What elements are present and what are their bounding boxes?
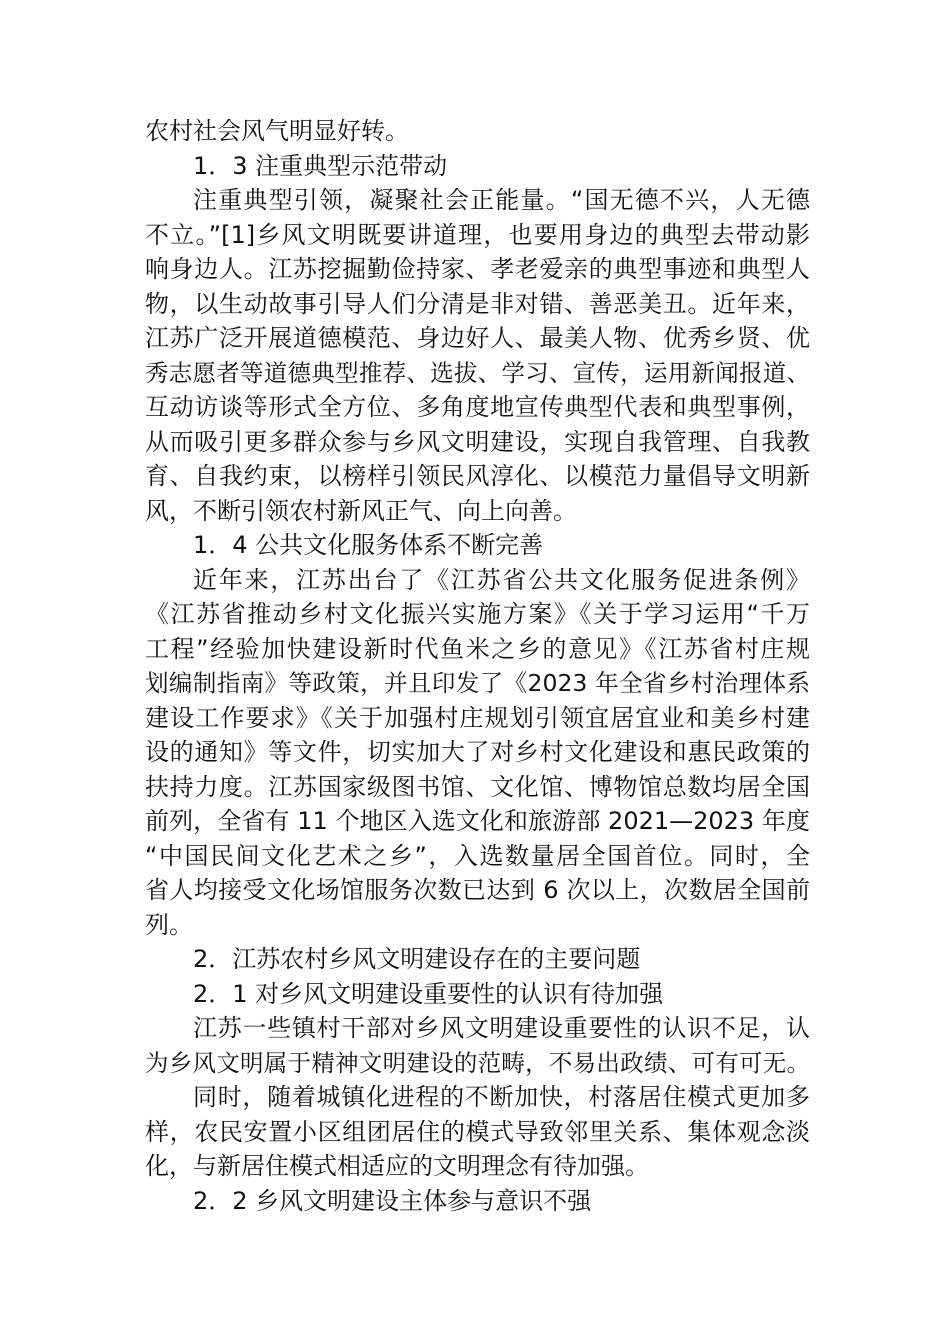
text-line: 前列，全省有 11 个地区入选文化和旅游部 2021—2023 年度	[145, 807, 810, 835]
text-line: 同时，随着城镇化进程的不断加快，村落居住模式更加多	[193, 1083, 810, 1111]
text-line: 工程”经验加快建设新时代鱼米之乡的意见》《江苏省村庄规	[145, 634, 810, 663]
text-line: 为乡风文明属于精神文明建设的范畴，不易出政绩、可有可无。	[145, 1048, 810, 1077]
text-line: 扶持力度。江苏国家级图书馆、文化馆、博物馆总数均居全国	[145, 772, 810, 801]
text-line: 响身边人。江苏挖掘勤俭持家、孝老爱亲的典型事迹和典型人	[145, 255, 810, 283]
text-line: 育、自我约束，以榜样引领民风淳化、以模范力量倡导文明新	[145, 462, 810, 490]
text-line: 秀志愿者等道德典型推荐、选拔、学习、宣传，运用新闻报道、	[145, 358, 810, 387]
text-line: 江苏一些镇村干部对乡风文明建设重要性的认识不足，认	[193, 1014, 810, 1042]
text-line: 建设工作要求》《关于加强村庄规划引领宜居宜业和美乡村建	[145, 703, 810, 732]
text-line: 设的通知》等文件，切实加大了对乡村文化建设和惠民政策的	[145, 738, 810, 766]
section-heading-line: 2．江苏农村乡风文明建设存在的主要问题	[193, 945, 641, 973]
text-line: 注重典型引领，凝聚社会正能量。“国无德不兴，人无德	[193, 186, 810, 214]
text-line: “中国民间文化艺术之乡”，入选数量居全国首位。同时，全	[145, 841, 810, 870]
text-line: 从而吸引更多群众参与乡风文明建设，实现自我管理、自我教	[145, 427, 810, 456]
text-line: 《江苏省推动乡村文化振兴实施方案》《关于学习运用“千万	[145, 600, 810, 628]
text-line: 互动访谈等形式全方位、多角度地宣传典型代表和典型事例，	[145, 393, 810, 421]
section-heading-line: 2．1 对乡风文明建设重要性的认识有待加强	[193, 979, 664, 1008]
section-heading-line: 1．4 公共文化服务体系不断完善	[193, 531, 544, 559]
text-line: 样，农民安置小区组团居住的模式导致邻里关系、集体观念淡	[145, 1117, 810, 1146]
body-text	[145, 114, 810, 1218]
section-heading-line: 1．3 注重典型示范带动	[193, 151, 448, 180]
text-line: 风，不断引领农村新风正气、向上向善。	[145, 496, 577, 525]
text-line: 划编制指南》等政策，并且印发了《2023 年全省乡村治理体系	[145, 669, 810, 697]
text-line: 江苏广泛开展道德模范、身边好人、最美人物、优秀乡贤、优	[145, 324, 810, 352]
text-line: 列。	[145, 910, 193, 939]
text-line: 化，与新居住模式相适应的文明理念有待加强。	[145, 1152, 649, 1180]
text-line: 近年来，江苏出台了《江苏省公共文化服务促进条例》	[193, 565, 810, 594]
text-line: 农村社会风气明显好转。	[145, 117, 409, 145]
text-line: 省人均接受文化场馆服务次数已达到 6 次以上，次数居全国前	[145, 876, 810, 904]
section-heading-line: 2．2 乡风文明建设主体参与意识不强	[193, 1186, 592, 1215]
text-line: 不立。”[1]乡风文明既要讲道理，也要用身边的典型去带动影	[145, 220, 810, 249]
text-line: 物，以生动故事引导人们分清是非对错、善恶美丑。近年来，	[145, 289, 810, 318]
